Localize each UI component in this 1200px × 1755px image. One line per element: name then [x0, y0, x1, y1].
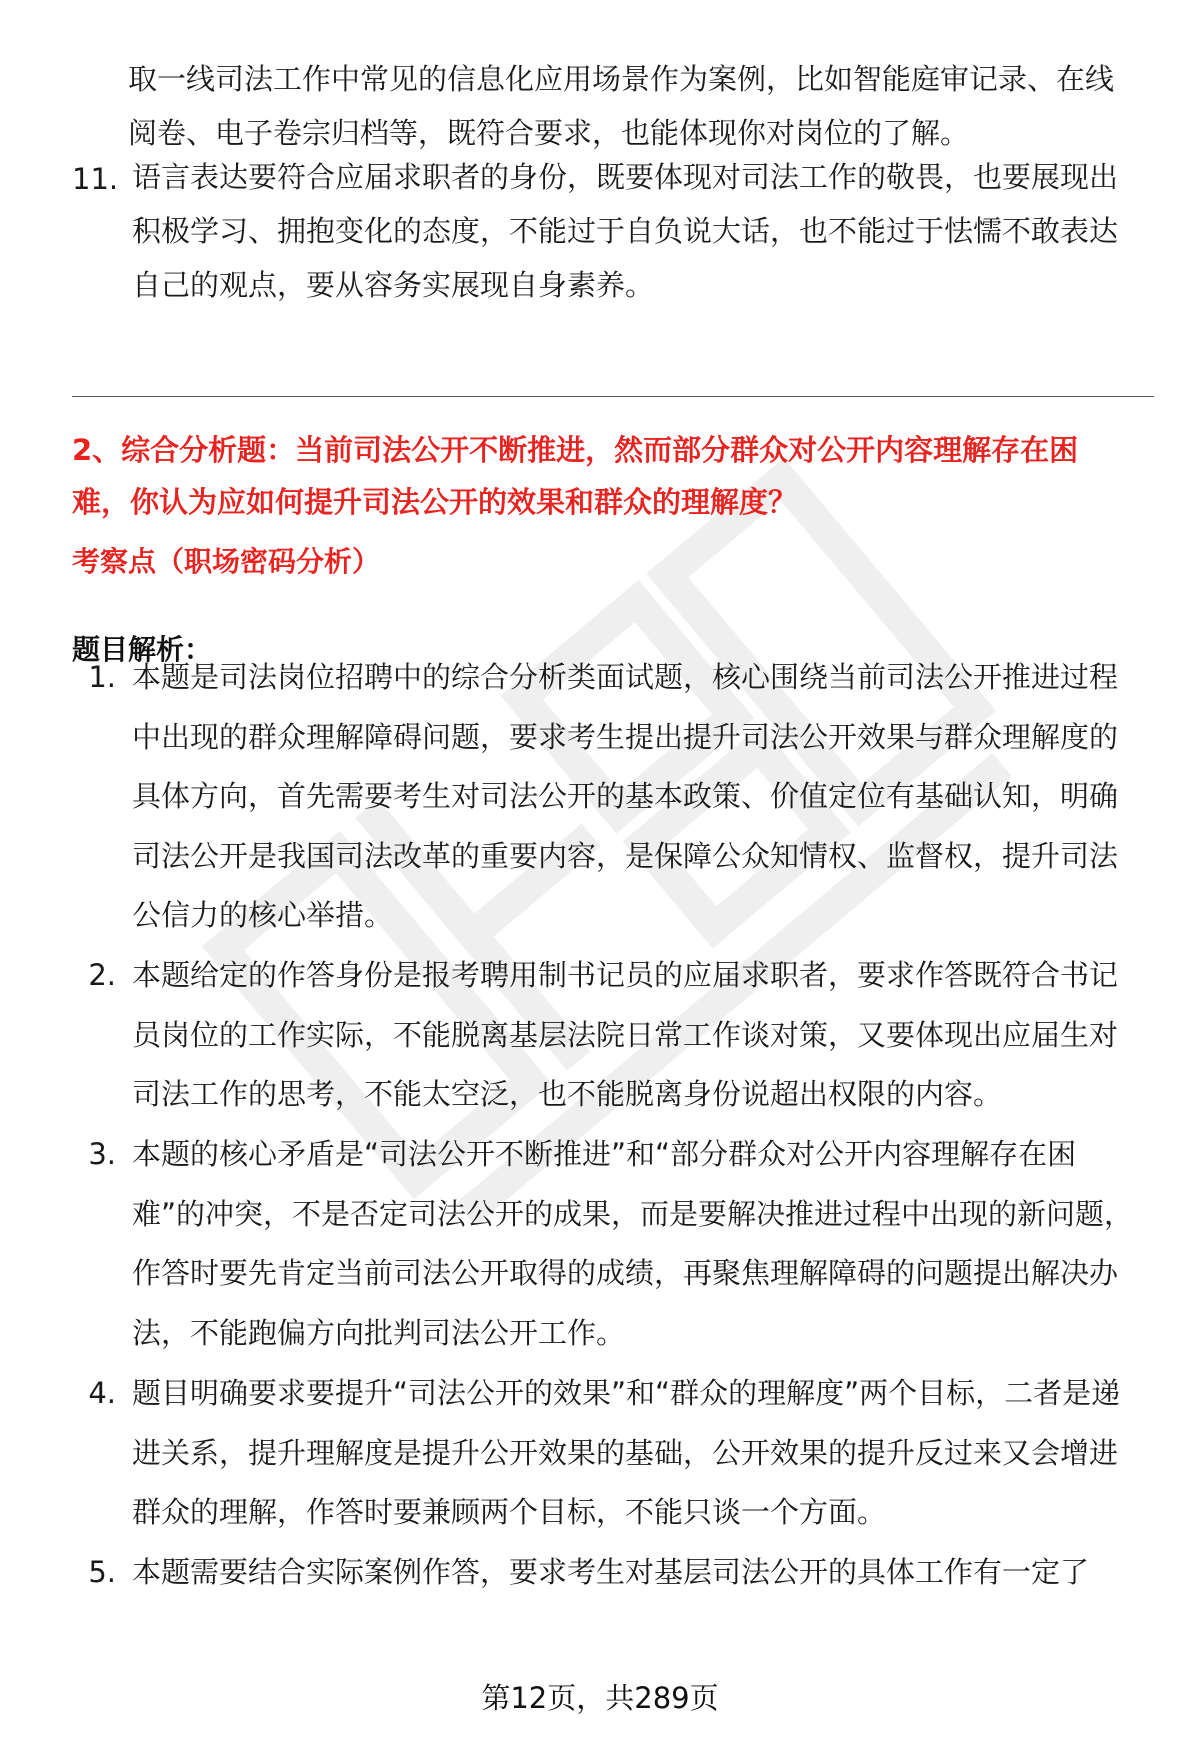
- list-item-number: 4.: [88, 1376, 116, 1410]
- list-item-text: 题目明确要求要提升“司法公开的效果”和“群众的理解度”两个目标，二者是递进关系，提升理解度是提升公开效果的基础，公开效果的提升反过来又会增进群众的理解，作答时要兼顾两个目标，不能只谈一个方面。: [132, 1376, 1121, 1529]
- list-item-number: 5.: [88, 1555, 116, 1589]
- list-item-text: 本题需要结合实际案例作答，要求考生对基层司法公开的具体工作有一定了: [132, 1555, 1090, 1589]
- list-item-number: 1.: [88, 660, 116, 694]
- exam-point-heading: 考察点（职场密码分析）: [72, 545, 381, 578]
- section-divider: [72, 396, 1154, 397]
- continuation-paragraph: 取一线司法工作中常见的信息化应用场景作为案例，比如智能庭审记录、在线阅卷、电子卷宗归档等，既符合要求，也能体现你对岗位的了解。: [128, 62, 1115, 150]
- list-item-number: 3.: [88, 1137, 116, 1171]
- list-item-number: 2.: [88, 958, 116, 992]
- page-footer: 第12页，共289页: [481, 1681, 719, 1715]
- list-item-text: 本题的核心矛盾是“司法公开不断推进”和“部分群众对公开内容理解存在困难”的冲突，不是否定司法公开的成果，而是要解决推进过程中出现的新问题，作答时要先肯定当前司法公开取得的成绩，再聚焦理解障碍的问题提出解决办法，不能跑偏方向批判司法公开工作。: [132, 1137, 1134, 1350]
- question-title: 2、综合分析题：当前司法公开不断推进，然而部分群众对公开内容理解存在困难，你认为应如何提升司法公开的效果和群众的理解度？: [72, 433, 1079, 519]
- list-item-number: 11.: [72, 162, 119, 196]
- analysis-heading: 题目解析：: [72, 633, 213, 666]
- list-item-text: 本题是司法岗位招聘中的综合分析类面试题，核心围绕当前司法公开推进过程中出现的群众理解障碍问题，要求考生提出提升司法公开效果与群众理解度的具体方向，首先需要考生对司法公开的基本政策、价值定位有基础认知，明确司法公开是我国司法改革的重要内容，是保障公众知情权、监督权，提升司法公信力的核心举措。: [132, 660, 1119, 932]
- list-item-text: 语言表达要符合应届求职者的身份，既要体现对司法工作的敬畏，也要展现出积极学习、拥抱变化的态度，不能过于自负说大话，也不能过于怯懦不敢表达自己的观点，要从容务实展现自身素养。: [132, 160, 1119, 302]
- list-item-text: 本题给定的作答身份是报考聘用制书记员的应届求职者，要求作答既符合书记员岗位的工作实际，不能脱离基层法院日常工作谈对策，又要体现出应届生对司法工作的思考，不能太空泛，也不能脱离身份说超出权限的内容。: [132, 958, 1119, 1111]
